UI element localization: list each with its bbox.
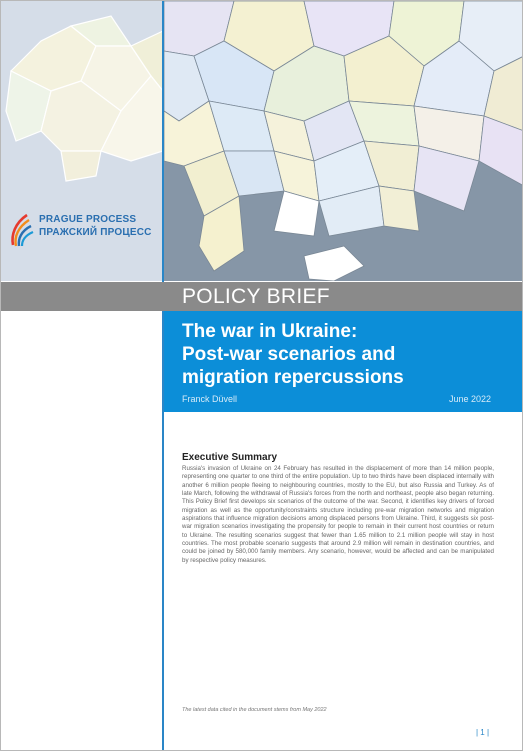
title-line-2: Post-war scenarios and [182, 344, 396, 365]
logo-text [39, 213, 152, 239]
ukraine-regions-map [164, 1, 523, 281]
summary-text: Russia's invasion of Ukraine on 24 February has resulted in the displacement of more than 14 million people, representing one quarter to one third of the entire population. Up to two thirds have been displaced internally with another 6 million people fleeing to neighbouring countries, mostly to the EU, but also Russia and Turkey. As of late March, following the withdrawal of Russia's forces from the north and northeast, people also began returning. This Policy Brief first develops six scenarios of the outcome of the war. Second, it identifies key drivers of forced migration as well as the opportunity/constraints structure including pre-war migration networks and migration aspirations that influence migration decisions among displaced persons from Ukraine. Third, it suggests six post-war migration scenarios investigating the propensity for people to remain in their current host countries or return to Ukraine. The resulting scenarios suggest that fewer than 1.65 million to 2.1 million people will stay in host countries. The most probable scenario suggests that around 2.9 million will remain in destination countries, and could be joined by 580,000 family members. Any scenario, however, would be affected and can be manipulated by respective policy measures. [182, 465, 494, 564]
prague-process-swirl-icon [9, 213, 35, 247]
document-title [182, 320, 404, 389]
publication-date: June 2022 [448, 394, 491, 404]
logo-line-russian: ПРАЖСКИЙ ПРОЦЕСС [39, 227, 152, 238]
author-name: Franck Düvell [182, 394, 238, 404]
ukraine-map-panel [164, 1, 523, 281]
title-line-3: migration repercussions [182, 367, 404, 388]
title-line-1: The war in Ukraine: [182, 321, 358, 342]
data-footnote: The latest data cited in the document stems from May 2022 [182, 707, 327, 713]
prague-process-logo [9, 213, 159, 253]
page-number: | 1 | [476, 728, 490, 737]
document-type-label: POLICY BRIEF [182, 285, 330, 308]
logo-line-english: PRAGUE PROCESS [39, 214, 137, 225]
summary-heading: Executive Summary [182, 452, 278, 463]
